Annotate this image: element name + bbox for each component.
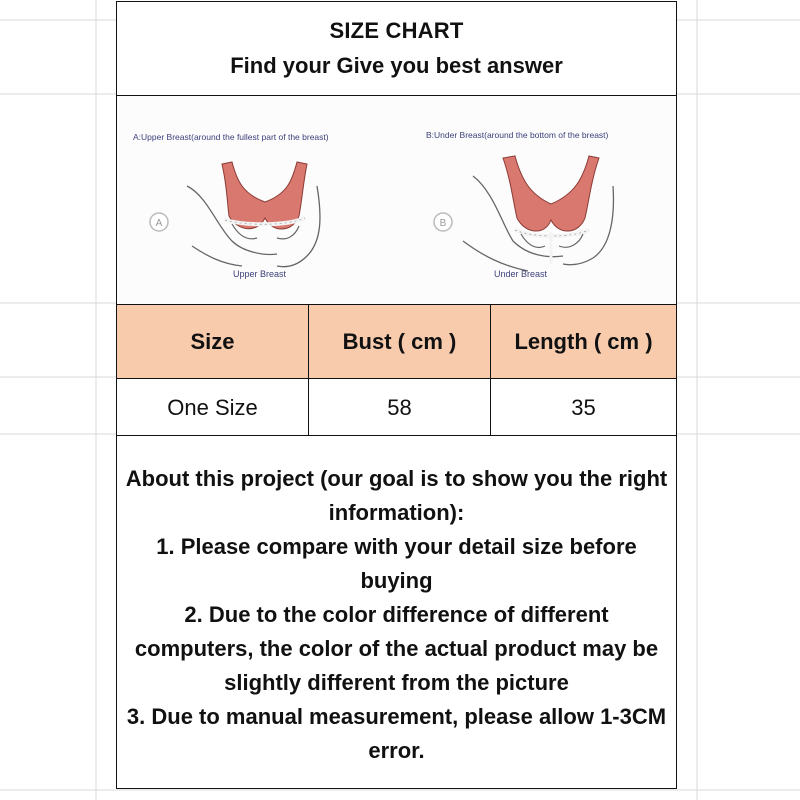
size-chart-sheet: [116, 1, 677, 789]
column-header-bust: Bust ( cm ): [309, 305, 491, 378]
chart-title: SIZE CHART: [329, 18, 464, 43]
note-item-3: 3. Due to manual measurement, please allow 1-3CM error.: [126, 704, 667, 763]
size-value: One Size: [117, 379, 309, 436]
length-value: 35: [571, 394, 596, 420]
measurement-figure: [117, 96, 676, 305]
under-breast-caption: B:Under Breast(around the bottom of the breast): [426, 130, 609, 140]
column-header-length: Length ( cm ): [514, 328, 653, 354]
upper-breast-label: Upper Breast: [233, 269, 287, 279]
note-item-2: 2. Due to the color difference of different computers, the color of the actual product may be slightly different from the picture: [134, 602, 659, 695]
chart-subtitle: Find your Give you best answer: [230, 53, 563, 78]
bust-value: 58: [309, 379, 491, 436]
notes-intro: About this project (our goal is to show you the right information):: [125, 466, 668, 525]
under-breast-label: Under Breast: [494, 269, 548, 279]
column-header-size: Size: [117, 305, 309, 378]
note-item-1: 1. Please compare with your detail size before buying: [156, 534, 637, 593]
chart-header: [117, 2, 676, 96]
under-breast-illustration: [433, 146, 663, 286]
size-table: [117, 305, 676, 436]
marker-a: A: [155, 218, 163, 229]
table-header-row: [117, 305, 676, 379]
table-row: [117, 379, 676, 436]
upper-breast-illustration: [147, 146, 377, 286]
marker-b: B: [439, 218, 447, 229]
notes-section: [117, 436, 676, 788]
upper-breast-caption: A:Upper Breast(around the fullest part of the breast): [133, 132, 329, 142]
